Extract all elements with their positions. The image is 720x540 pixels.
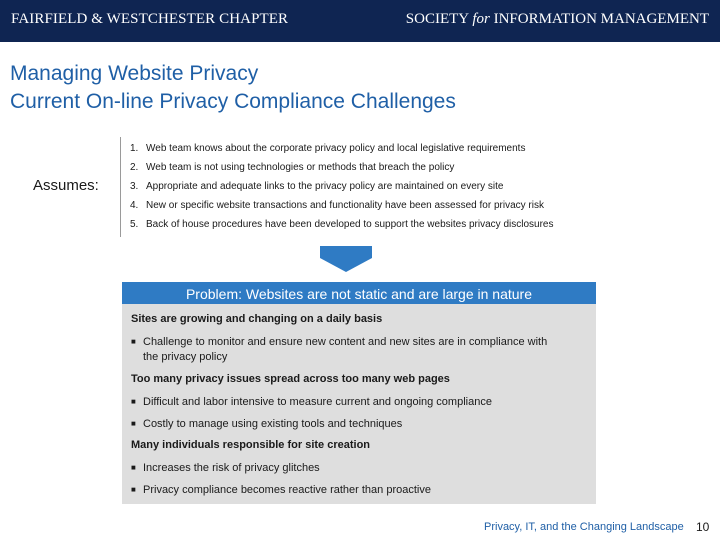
list-item — [130, 140, 553, 159]
bullet-item — [131, 460, 320, 476]
assumes-divider — [120, 137, 121, 237]
footer-title: Privacy, IT, and the Changing Landscape — [484, 521, 684, 533]
slide-subtitle: Current On-line Privacy Compliance Challenges — [10, 90, 456, 113]
item-number: 2. — [130, 162, 139, 173]
bullet-text: Costly to manage using existing tools and techniques — [143, 418, 403, 430]
item-number: 3. — [130, 181, 139, 192]
header-banner — [0, 0, 720, 42]
bullet-icon: ■ — [131, 419, 136, 428]
bullet-item — [131, 394, 492, 410]
slide-title: Managing Website Privacy — [10, 62, 259, 85]
item-number: 1. — [130, 143, 139, 154]
list-item — [130, 178, 553, 197]
arrow-down-icon — [320, 246, 372, 272]
bullet-item — [131, 334, 547, 365]
item-text: Back of house procedures have been developed to support the websites privacy disclosures — [146, 219, 554, 230]
bullet-text: Privacy compliance becomes reactive rather than proactive — [143, 484, 431, 496]
section-title: Many individuals responsible for site creation — [131, 439, 371, 451]
bullet-text: Challenge to monitor and ensure new content and new sites are in compliance with — [143, 336, 548, 348]
assumes-label: Assumes: — [33, 177, 99, 194]
item-text: Web team knows about the corporate privacy policy and local legislative requirements — [146, 143, 526, 154]
section-title: Sites are growing and changing on a daily basis — [131, 313, 383, 325]
bullet-icon: ■ — [131, 397, 136, 406]
list-item — [130, 197, 553, 216]
society-name — [406, 11, 709, 28]
bullet-text-continued: the privacy policy — [143, 351, 228, 363]
bullet-text: Increases the risk of privacy glitches — [143, 462, 320, 474]
item-number: 5. — [130, 219, 139, 230]
problem-details — [122, 304, 596, 504]
society-italic: for — [472, 11, 490, 27]
item-number: 4. — [130, 200, 139, 211]
bullet-text: Difficult and labor intensive to measure current and ongoing compliance — [143, 396, 492, 408]
item-text: Appropriate and adequate links to the privacy policy are maintained on every site — [146, 181, 504, 192]
item-text: New or specific website transactions and functionality have been assessed for privacy risk — [146, 200, 544, 211]
problem-heading: Problem: Websites are not static and are large in nature — [122, 282, 596, 304]
section-title: Too many privacy issues spread across too many web pages — [131, 373, 450, 385]
assumes-list — [130, 140, 553, 235]
list-item — [130, 159, 553, 178]
bullet-icon: ■ — [131, 485, 136, 494]
bullet-icon: ■ — [131, 337, 136, 346]
bullet-icon: ■ — [131, 463, 136, 472]
item-text: Web team is not using technologies or methods that breach the policy — [146, 162, 455, 173]
bullet-item — [131, 482, 431, 498]
society-suffix: INFORMATION MANAGEMENT — [493, 11, 709, 27]
society-prefix: SOCIETY — [405, 11, 469, 27]
page-number: 10 — [696, 520, 710, 534]
chapter-name: FAIRFIELD & WESTCHESTER CHAPTER — [11, 11, 289, 27]
list-item — [130, 216, 553, 235]
bullet-item — [131, 416, 402, 432]
